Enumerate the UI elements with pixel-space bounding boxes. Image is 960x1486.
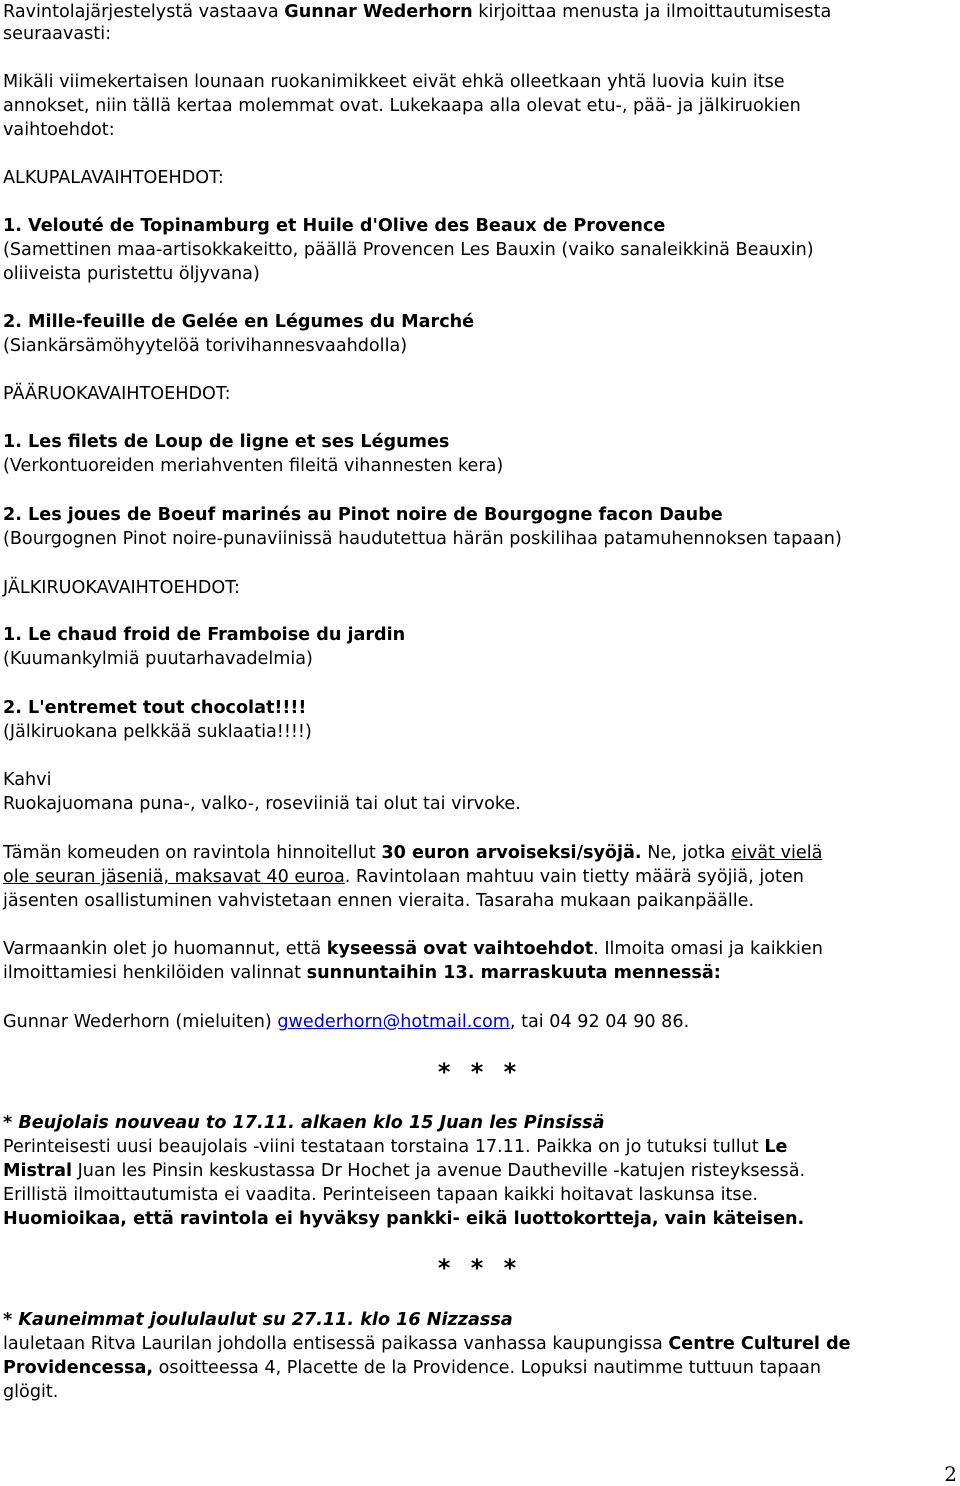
starter-1-desc-line-1: (Samettinen maa-artisokkakeitto, päällä Provencen Les Bauxin (vaiko sanaleikkinä Beauxin) (3, 240, 814, 260)
starter-2-desc: (Siankärsämöhyytelöä torivihannesvaahdolla) (3, 336, 408, 356)
dessert-1-desc: (Kuumankylmiä puutarhavadelmia) (3, 649, 313, 669)
starter-2-title: 2. Mille-feuille de Gelée en Légumes du Marché (3, 312, 475, 332)
page-number: 2 (944, 1462, 957, 1486)
section-separator: * * * (437, 1058, 523, 1086)
carols-line-1: lauletaan Ritva Laurilan johdolla entisessä paikassa vanhassa kaupungissa Centre Culturel de (3, 1334, 851, 1354)
carols-line-2: Providencessa, osoitteessa 4, Placette de la Providence. Lopuksi nautimme tuttuun tapaan (3, 1358, 822, 1378)
signup-line-1: Varmaankin olet jo huomannut, että kyseessä ovat vaihtoehdot. Ilmoita omasi ja kaikkien (3, 939, 823, 959)
price-line-2: ole seuran jäseniä, maksavat 40 euroa. Ravintolaan mahtuu vain tietty määrä syöjiä, joten (3, 867, 804, 887)
dessert-2-desc: (Jälkiruokana pelkkää suklaatia!!!!) (3, 722, 312, 742)
beaujolais-heading: * Beujolais nouveau to 17.11. alkaen klo 15 Juan les Pinsissä (3, 1113, 605, 1133)
intro-line-2: seuraavasti: (3, 24, 112, 44)
non-member-price: ole seuran jäseniä, maksavat 40 euroa (3, 867, 345, 887)
email-link[interactable]: gwederhorn@hotmail.com (277, 1012, 510, 1032)
section-separator-2: * * * (437, 1254, 523, 1282)
carols-heading: * Kauneimmat joululaulut su 27.11. klo 16 Nizzassa (3, 1310, 513, 1330)
beaujolais-line-3: Erillistä ilmoittautumista ei vaadita. Perinteiseen tapaan kaikki hoitavat laskunsa itse. (3, 1185, 759, 1205)
starter-1-desc-line-2: oliiveista puristettu öljyvana) (3, 264, 260, 284)
intro-paragraph-line-1: Mikäli viimekertaisen lounaan ruokanimikkeet eivät ehkä olleetkaan yhtä luovia kuin itse (3, 72, 785, 92)
drinks-line-2: Ruokajuomana puna-, valko-, roseviiniä tai olut tai virvoke. (3, 794, 521, 814)
starter-1-title: 1. Velouté de Topinamburg et Huile d'Olive des Beaux de Provence (3, 216, 666, 236)
contact-line: Gunnar Wederhorn (mieluiten) gwederhorn@hotmail.com, tai 04 92 04 90 86. (3, 1012, 690, 1032)
dessert-1-title: 1. Le chaud froid de Framboise du jardin (3, 625, 406, 645)
main-1-desc: (Verkontuoreiden meriahventen fileitä vihannesten kera) (3, 456, 504, 476)
signup-deadline: sunnuntaihin 13. marraskuuta mennessä: (306, 963, 721, 983)
mains-heading: PÄÄRUOKAVAIHTOEHDOT: (3, 384, 231, 404)
intro-line-1: Ravintolajärjestelystä vastaava Gunnar Wederhorn kirjoittaa menusta ja ilmoittautumisesta (3, 2, 832, 22)
intro-paragraph-line-3: vaihtoehdot: (3, 120, 115, 140)
price-amount: 30 euron arvoiseksi/syöjä. (381, 843, 642, 863)
price-line-1: Tämän komeuden on ravintola hinnoitellut 30 euron arvoiseksi/syöjä. Ne, jotka eivät vielä (3, 843, 823, 863)
main-2-desc: (Bourgognen Pinot noire-punaviinissä haudutettua härän poskilihaa patamuhennoksen tapaan) (3, 529, 842, 549)
beaujolais-line-1: Perinteisesti uusi beaujolais -viini testataan torstaina 17.11. Paikka on jo tutuksi tullut Le (3, 1137, 788, 1157)
starters-heading: ALKUPALAVAIHTOEHDOT: (3, 168, 224, 188)
drinks-line-1: Kahvi (3, 770, 52, 790)
main-2-title: 2. Les joues de Boeuf marinés au Pinot noire de Bourgogne facon Daube (3, 505, 723, 525)
intro-paragraph-line-2: annokset, niin tällä kertaa molemmat ovat. Lukekaapa alla olevat etu-, pää- ja jälkiruokien (3, 96, 801, 116)
main-1-title: 1. Les filets de Loup de ligne et ses Légumes (3, 432, 450, 452)
beaujolais-line-4: Huomioikaa, että ravintola ei hyväksy pankki- eikä luottokortteja, vain käteisen. (3, 1209, 805, 1229)
dessert-2-title: 2. L'entremet tout chocolat!!!! (3, 698, 307, 718)
price-line-3: jäsenten osallistuminen vahvistetaan ennen vieraita. Tasaraha mukaan paikanpäälle. (3, 891, 755, 911)
author-name: Gunnar Wederhorn (284, 2, 473, 22)
beaujolais-line-2: Mistral Juan les Pinsin keskustassa Dr Hochet ja avenue Dautheville -katujen risteyksessä. (3, 1161, 806, 1181)
desserts-heading: JÄLKIRUOKAVAIHTOEHDOT: (3, 578, 240, 598)
carols-line-3: glögit. (3, 1382, 59, 1402)
signup-line-2: ilmoittamiesi henkilöiden valinnat sunnuntaihin 13. marraskuuta mennessä: (3, 963, 721, 983)
